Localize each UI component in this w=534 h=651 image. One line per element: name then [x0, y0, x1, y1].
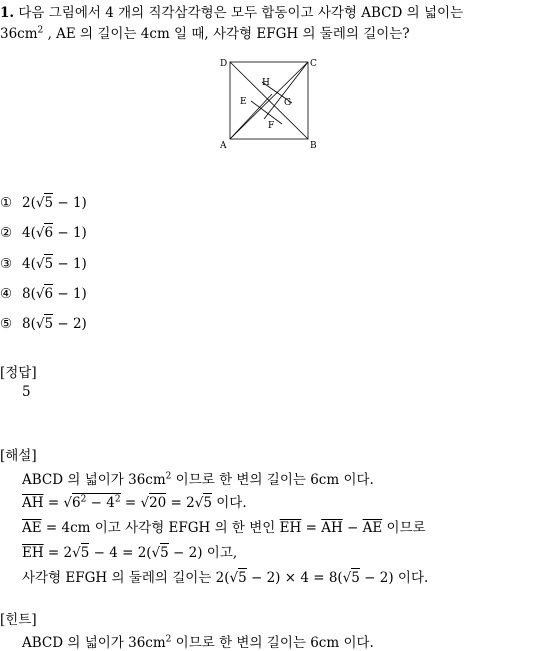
radical-7: 5 [351, 570, 360, 586]
option-4[interactable]: ④ 8(√6 − 1) [0, 286, 87, 302]
option-5-coef: 8( [22, 316, 36, 332]
radical-6: 5 [238, 570, 247, 586]
option-2-rest: − 1) [53, 225, 87, 241]
option-4-radicand: 6 [44, 286, 54, 302]
option-3-radicand: 5 [44, 256, 54, 272]
solution-line-5 [22, 566, 428, 586]
solution-1a: ABCD 의 넓이가 36cm [22, 472, 166, 488]
radical-2: 20 [149, 495, 167, 511]
option-2-coef: 4( [22, 225, 36, 241]
segment-ah-2: $\overline{AH}$ [321, 520, 343, 536]
solution-1-exp: 2 [165, 471, 172, 482]
segment-ae-2: $\overline{AE}$ [362, 520, 383, 536]
solution-line-2 [22, 491, 247, 511]
option-1[interactable]: ① 2(√5 − 1) [0, 195, 87, 211]
hint-1-exp: 2 [165, 634, 172, 645]
solution-4a: = 2√ [43, 545, 81, 561]
solution-line-3 [22, 516, 426, 536]
label-d: D [220, 59, 228, 69]
line-ef [251, 101, 282, 124]
label-g: G [284, 98, 292, 108]
hint-title: [힌트] [0, 612, 37, 628]
option-5-rest: − 2) [53, 316, 87, 332]
square-figure [214, 52, 324, 152]
segment-ae: $\overline{AE}$ [22, 520, 42, 536]
option-3-rest: − 1) [53, 256, 87, 272]
solution-3-end: 이므로 [382, 520, 426, 536]
option-5-mark: ⑤ [0, 316, 13, 332]
label-b: B [310, 141, 317, 151]
answer-value: 5 [22, 384, 31, 400]
area-value: 36cm [0, 26, 38, 42]
solution-3-mid: = 4cm 이고 사각형 EFGH 의 한 변인 [41, 520, 280, 536]
hint-1b: 이므로 한 변의 길이는 6cm 이다. [171, 635, 374, 651]
rad1-exp2: 2 [114, 494, 121, 505]
option-3[interactable]: ③ 4(√5 − 1) [0, 256, 87, 272]
solution-1b: 이므로 한 변의 길이는 6cm 이다. [171, 472, 374, 488]
option-1-coef: 2( [22, 195, 36, 211]
solution-4c: − 2) 이고, [168, 545, 238, 561]
answer-title: [정답] [0, 365, 37, 381]
rad1-b: − 4 [86, 495, 115, 511]
option-1-rest: − 1) [53, 195, 87, 211]
solution-title: [해설] [0, 448, 37, 464]
question-line-2 [0, 22, 410, 42]
solution-2-eq1: = √ [43, 495, 73, 511]
area-exponent: 2 [37, 25, 44, 36]
question-line-1 [0, 1, 463, 21]
option-2-radicand: 6 [44, 225, 54, 241]
option-2-mark: ② [0, 225, 13, 241]
rad1-a: 6 [72, 495, 81, 511]
option-1-mark: ① [0, 195, 13, 211]
radical-5: 5 [160, 545, 169, 561]
solution-line-4 [22, 541, 237, 561]
segment-ah: $\overline{AH}$ [22, 495, 44, 511]
segment-eh-2: $\overline{EH}$ [22, 545, 44, 561]
option-3-coef: 4( [22, 256, 36, 272]
solution-3-eq: = [301, 520, 322, 536]
solution-2-end: 이다. [211, 495, 247, 511]
rad1-exp1: 2 [80, 494, 87, 505]
option-3-mark: ③ [0, 256, 13, 272]
option-5[interactable]: ⑤ 8(√5 − 2) [0, 316, 87, 332]
label-a: A [220, 141, 227, 151]
solution-2-eq2: = √ [120, 495, 150, 511]
radical-3: 5 [203, 495, 212, 511]
option-1-radicand: 5 [44, 195, 54, 211]
solution-5c: − 2) 이다. [359, 570, 429, 586]
label-f: F [268, 121, 275, 131]
radical-1 [72, 493, 121, 511]
solution-2-eq3: = 2√ [166, 495, 204, 511]
question-text-1: 다음 그림에서 4 개의 직각삼각형은 모두 합동이고 사각형 ABCD 의 넓이는 [18, 5, 464, 21]
solution-5b: − 2) × 4 = 8(√ [246, 570, 352, 586]
solution-3-minus: − [342, 520, 363, 536]
radical-4: 5 [80, 545, 90, 561]
solution-5a: 사각형 EFGH 의 둘레의 길이는 2(√ [22, 570, 239, 586]
label-h: H [262, 78, 270, 88]
label-e: E [240, 97, 247, 107]
segment-eh: $\overline{EH}$ [279, 520, 302, 536]
option-4-rest: − 1) [53, 286, 87, 302]
solution-4b: − 4 = 2(√ [89, 545, 161, 561]
hint-1a: ABCD 의 넓이가 36cm [22, 635, 166, 651]
option-2[interactable]: ② 4(√6 − 1) [0, 225, 87, 241]
line-cf [264, 62, 308, 119]
label-c: C [310, 59, 317, 69]
solution-line-1 [22, 468, 374, 488]
hint-line-1 [22, 631, 374, 651]
option-5-radicand: 5 [44, 316, 54, 332]
option-4-mark: ④ [0, 286, 13, 302]
question-text-2: , AE 의 길이는 4cm 일 때, 사각형 EFGH 의 둘레의 길이는? [43, 26, 410, 42]
option-4-coef: 8( [22, 286, 36, 302]
question-number: 1. [0, 5, 15, 21]
